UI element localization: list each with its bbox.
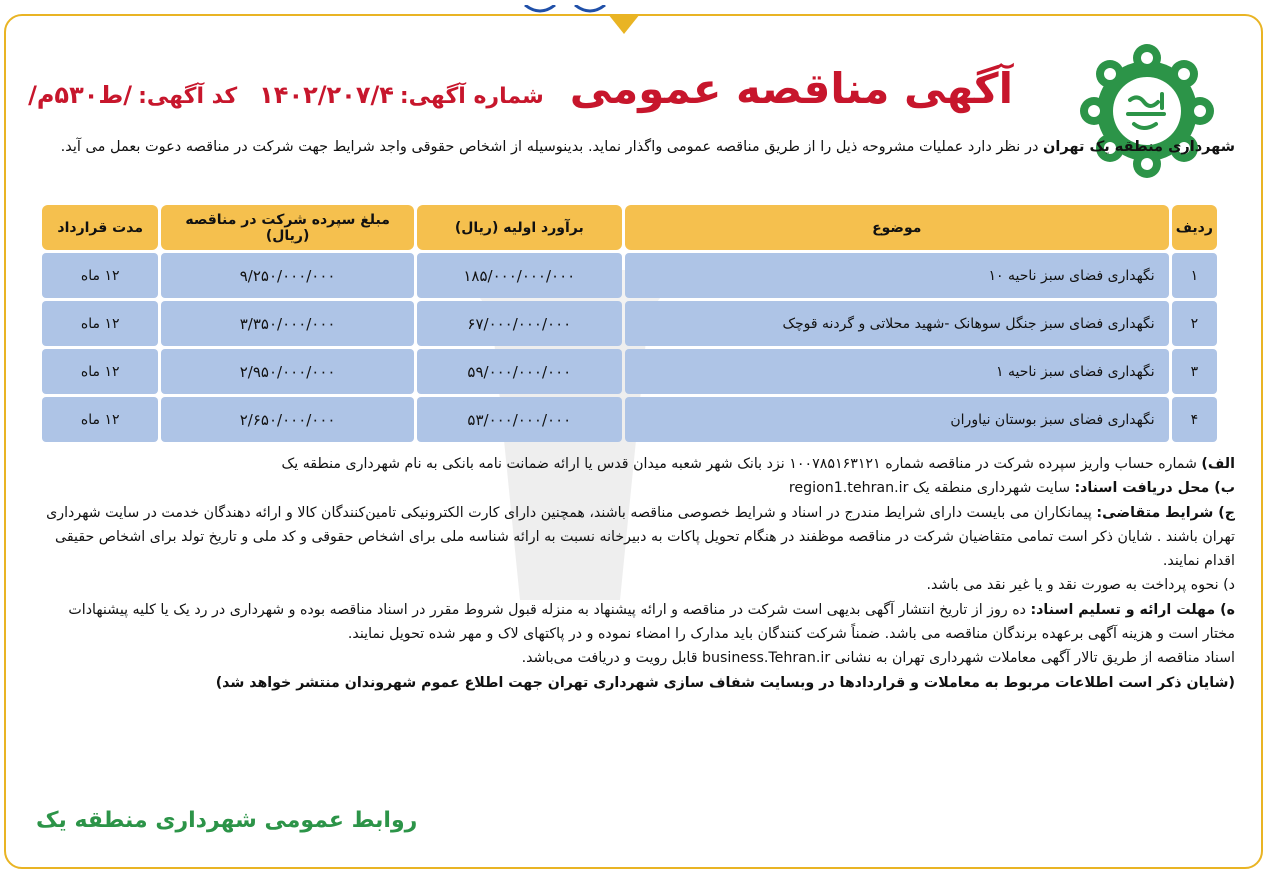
header-duration: مدت قرارداد [42, 205, 158, 250]
notice-code-label: کد آگهی: [138, 84, 238, 109]
cell-duration: ۱۲ ماه [42, 253, 158, 298]
header-estimate: برآورد اولیه (ریال) [417, 205, 622, 250]
table-row [42, 253, 1217, 298]
cell-estimate: ۱۸۵/۰۰۰/۰۰۰/۰۰۰ [417, 253, 622, 298]
clause-e-label: ه) مهلت ارائه و تسلیم اسناد: [1030, 601, 1235, 618]
notice-header [28, 64, 1013, 128]
table-row [42, 349, 1217, 394]
cell-deposit: ۹/۲۵۰/۰۰۰/۰۰۰ [161, 253, 413, 298]
notice-body [36, 452, 1235, 695]
cell-duration: ۱۲ ماه [42, 301, 158, 346]
page-title: آگهی مناقصه عمومی [569, 64, 1013, 113]
clause-d: د) نحوه پرداخت به صورت نقد و یا غیر نقد می باشد. [926, 577, 1235, 594]
transparency-note: (شایان ذکر است اطلاعات مربوط به معاملات و قراردادها در وبسایت شفاف سازی شهرداری تهران جهت اطلاع عموم شهروندان منتشر خواهد شد) [215, 674, 1235, 691]
intro-organization: شهرداری منطقه یک تهران [1043, 139, 1235, 155]
cell-subject: نگهداری فضای سبز ناحیه ۱۰ [625, 253, 1169, 298]
header-subject: موضوع [625, 205, 1169, 250]
footer-signature: روابط عمومی شهرداری منطقه یک [36, 808, 418, 833]
clause-e [36, 598, 1235, 647]
clause-a-text: شماره حساب واریز سپرده شرکت در مناقصه شماره ۱۰۰۷۸۵۱۶۳۱۲۱ نزد بانک شهر شعبه میدان قدس یا ارائه ضمانت نامه بانکی به نام شهرداری منطقه یک [281, 456, 1202, 472]
cell-estimate: ۵۳/۰۰۰/۰۰۰/۰۰۰ [417, 397, 622, 442]
intro-text: در نظر دارد عملیات مشروحه ذیل را از طریق مناقصه عمومی واگذار نماید. بدینوسیله از اشخاص حقوقی واجد شرایط جهت شرکت در مناقصه دعوت بعمل می آید. [60, 139, 1044, 155]
header-deposit: مبلغ سپرده شرکت در مناقصه (ریال) [161, 205, 413, 250]
clause-a-label: الف) [1201, 456, 1235, 472]
clause-b-label: ب) محل دریافت اسناد: [1074, 480, 1235, 497]
cell-subject: نگهداری فضای سبز بوستان نیاوران [625, 397, 1169, 442]
clause-c-label: ج) شرایط متقاضی: [1096, 504, 1235, 521]
cell-duration: ۱۲ ماه [42, 349, 158, 394]
cell-row-number: ۳ [1172, 349, 1217, 394]
table-row [42, 397, 1217, 442]
intro-paragraph [26, 134, 1235, 160]
cell-deposit: ۲/۹۵۰/۰۰۰/۰۰۰ [161, 349, 413, 394]
cell-row-number: ۴ [1172, 397, 1217, 442]
cell-deposit: ۳/۳۵۰/۰۰۰/۰۰۰ [161, 301, 413, 346]
tender-table [39, 202, 1220, 445]
clause-a [36, 452, 1235, 476]
clause-e-text: ده روز از تاریخ انتشار آگهی بدیهی است شرکت در مناقصه و ارائه پیشنهاد به منزله قبول شروط مقرر در اسناد مناقصه بوده و شهرداری در رد یک یا کلیه پیشنهادات مختار است و هزینه آگهی برعهده برندگان مناقصه می باشد. ضمناً شرکت کنندگان باید مدارک را امضاء نموده و در پاکتهای لاک و مهر شده تحویل نمایند. [68, 601, 1235, 643]
cell-duration: ۱۲ ماه [42, 397, 158, 442]
cell-row-number: ۱ [1172, 253, 1217, 298]
header-row-number: ردیف [1172, 205, 1217, 250]
notice-code: /ط۵۳۰م/ [28, 81, 133, 109]
clause-c [36, 501, 1235, 574]
notice-number: ۱۴۰۲/۲۰۷/۴ [259, 81, 394, 109]
table-row [42, 301, 1217, 346]
table-header-row [42, 205, 1217, 250]
frame-pointer [608, 14, 640, 34]
cell-row-number: ۲ [1172, 301, 1217, 346]
clause-b-text: سایت شهرداری منطقه یک region1.tehran.ir [788, 480, 1075, 497]
cell-subject: نگهداری فضای سبز جنگل سوهانک -شهید محلاتی و گردنه قوچک [625, 301, 1169, 346]
cell-estimate: ۵۹/۰۰۰/۰۰۰/۰۰۰ [417, 349, 622, 394]
top-decoration [520, 0, 610, 10]
documents-note: اسناد مناقصه از طریق تالار آگهی معاملات شهرداری تهران به نشانی business.Tehran.ir قابل رویت و دریافت می‌باشد. [521, 650, 1235, 667]
cell-estimate: ۶۷/۰۰۰/۰۰۰/۰۰۰ [417, 301, 622, 346]
clause-b [36, 476, 1235, 500]
notice-number-label: شماره آگهی: [399, 84, 544, 109]
cell-subject: نگهداری فضای سبز ناحیه ۱ [625, 349, 1169, 394]
cell-deposit: ۲/۶۵۰/۰۰۰/۰۰۰ [161, 397, 413, 442]
clause-c-text: پیمانکاران می بایست دارای شرایط مندرج در اسناد و شرایط خصوصی مناقصه باشند، همچنین دارای کارت الکترونیکی تامین‌کنندگان کالا و ارائه دهندگان خدمت در سایت شهرداری تهران باشند . شایان ذکر است تمامی متقاضیان شرکت در مناقصه موظفند در هنگام تحویل پاکات به دبیرخانه نسبت به ارائه شناسه ملی برای اشخاص حقوقی و کد ملی و تاریخ تولد برای اشخاص حقیقی اقدام نمایند. [46, 504, 1235, 570]
